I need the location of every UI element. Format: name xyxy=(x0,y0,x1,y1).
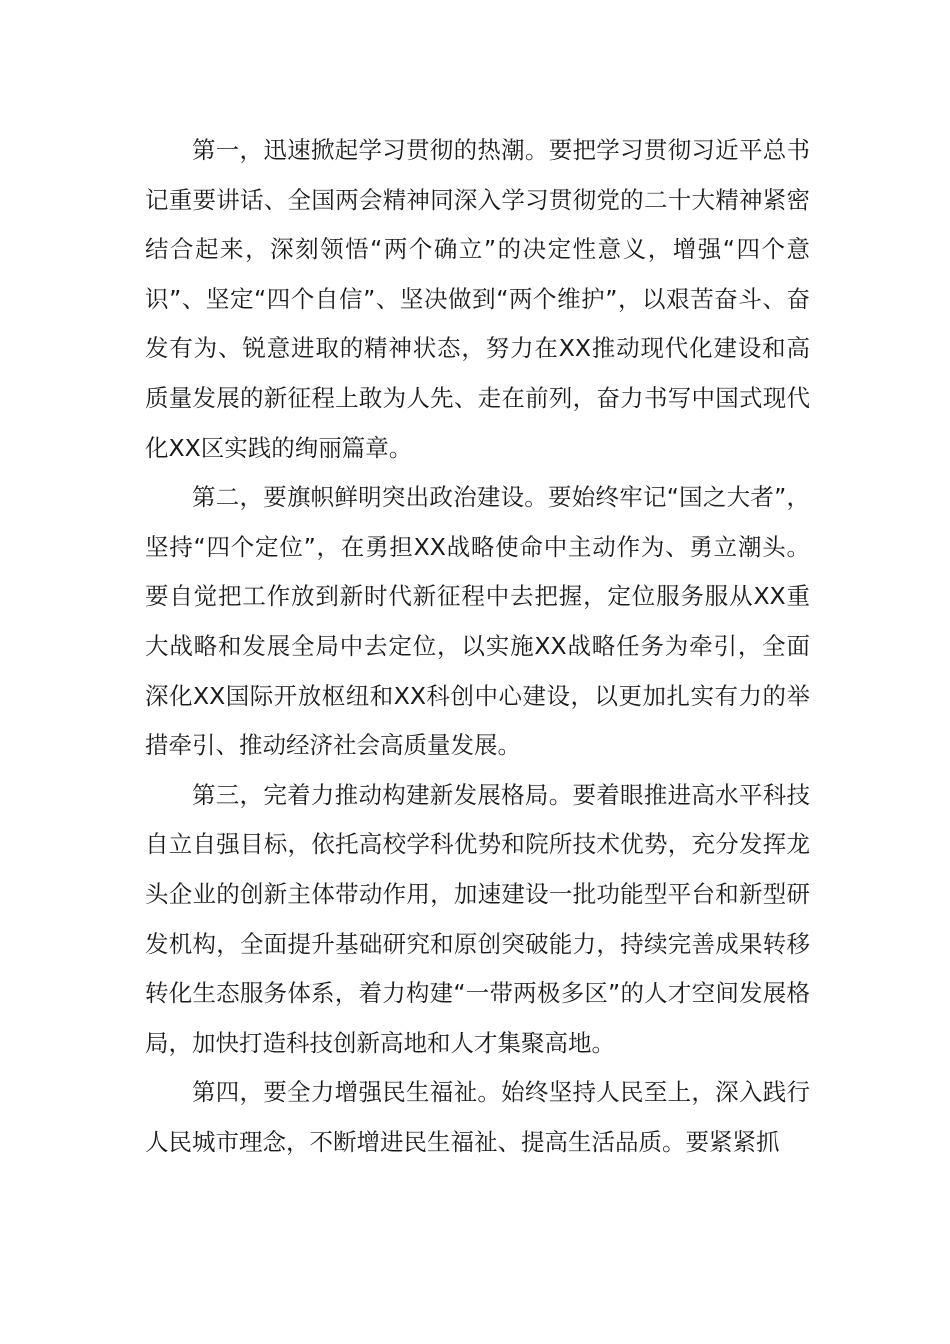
paragraph-4: 第四，要全力增强民生福祉。始终坚持人民至上，深入践行人民城市理念，不断增进民生福祉、提高生活品质。要紧紧抓 xyxy=(145,1078,810,1156)
paragraph-2: 第二，要旗帜鲜明突出政治建设。要始终牢记“国之大者”，坚持“四个定位”，在勇担XX战略使命中主动作为、勇立潮头。要自觉把工作放到新时代新征程中去把握，定位服务服从XX重大战略和发展全局中去定位，以实施XX战略任务为牵引，全面深化XX国际开放枢纽和XX科创中心建设，以更加扎实有力的举措牵引、推动经济社会高质量发展。 xyxy=(145,483,810,760)
paragraph-3: 第三，完着力推动构建新发展格局。要着眼推进高水平科技自立自强目标，依托高校学科优势和院所技术优势，充分发挥龙头企业的创新主体带动作用，加速建设一批功能型平台和新型研发机构，全面提升基础研究和原创突破能力，持续完善成果转移转化生态服务体系，着力构建“一带两极多区”的人才空间发展格局，加快打造科技创新高地和人才集聚高地。 xyxy=(145,780,810,1057)
paragraph-1: 第一，迅速掀起学习贯彻的热潮。要把学习贯彻习近平总书记重要讲话、全国两会精神同深入学习贯彻党的二十大精神紧密结合起来，深刻领悟“两个确立”的决定性意义，增强“四个意识”、坚定“四个自信”、坚决做到“两个维护”，以艰苦奋斗、奋发有为、锐意进取的精神状态，努力在XX推动现代化建设和高质量发展的新征程上敢为人先、走在前列，奋力书写中国式现代化XX区实践的绚丽篇章。 xyxy=(145,136,810,462)
document-body xyxy=(145,126,810,1167)
